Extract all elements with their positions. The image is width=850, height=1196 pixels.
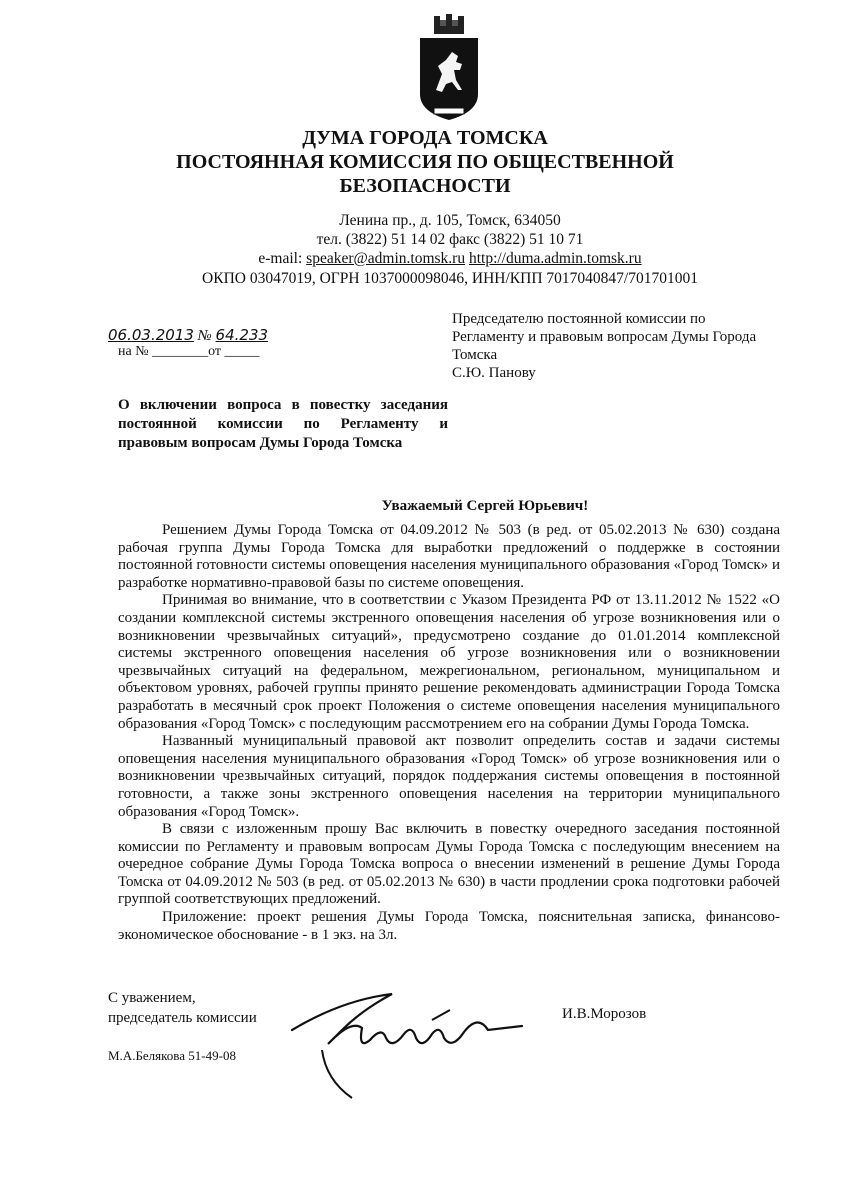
org-title: ДУМА ГОРОДА ТОМСКА xyxy=(302,127,548,149)
closing-block xyxy=(108,988,257,1028)
email-link[interactable]: speaker@admin.tomsk.ru xyxy=(306,250,466,267)
registration-codes: ОКПО 03047019, ОГРН 1037000098046, ИНН/КПП 7017040847/701701001 xyxy=(202,270,698,287)
email-line xyxy=(0,250,850,268)
coat-of-arms-emblem xyxy=(412,12,486,126)
recipient-line: Председателю постоянной комиссии по xyxy=(452,311,706,327)
body-paragraph: Принимая во внимание, что в соответствии с Указом Президента РФ от 13.11.2012 № 1522 «О создании комплексной системы экстренного оповещения населения об угрозе возникновения или о возникновении чрезвычайных ситуаций», предусмотрено создание до 01.01.2014 комплексной системы экстренного оповещения населения об угрозе возникновения или о возникновении чрезвычайных ситуаций на федеральном, межрегиональном, региональном, муниципальном и объектовом уровнях, рабочей группы принято решение рекомендовать администрации Города Томска разработать в месячный срок проект Положения о системе оповещения населения муниципального образования «Город Томск» с последующим рассмотрением его на собрании Думы Города Томска. xyxy=(118,592,780,732)
org-subtitle-cont: БЕЗОПАСНОСТИ xyxy=(339,175,511,197)
recipient-name: С.Ю. Панову xyxy=(452,365,536,381)
body-paragraph: Названный муниципальный правовой акт позволит определить состав и задачи системы оповещения населения муниципального образования «Город Томск» об угрозе возникновения или о возникновении чрезвычайных ситуаций, порядок поддержания системы оповещения в постоянной готовности, а также зоны экстренного оповещения населения на территории муниципального образования «Город Томск». xyxy=(118,733,780,820)
outgoing-number: 64.233 xyxy=(215,326,269,344)
executor-contact: М.А.Белякова 51-49-08 xyxy=(108,1048,236,1063)
greeting: Уважаемый Сергей Юрьевич! xyxy=(381,498,589,514)
postal-address: Ленина пр., д. 105, Томск, 634050 xyxy=(339,212,561,229)
outgoing-registration xyxy=(108,326,268,345)
body-paragraph: В связи с изложенным прошу Вас включить в повестку очередного заседания постоянной комиссии по Регламенту и правовым вопросам Думы Города Томска с последующим внесением на очередное собрание Думы Города Томска вопроса о внесении изменений в решение Думы Города Томска от 04.09.2012 № 503 (в ред. от 05.02.2013 № 630) в части продлении срока подготовки рабочей группой соответствующих предложений. xyxy=(118,821,780,908)
letter-body xyxy=(118,522,780,944)
letter-subject: О включении вопроса в повестку заседания постоянной комиссии по Регламенту и правовым вопросам Думы Города Томска xyxy=(118,397,448,451)
org-subtitle: ПОСТОЯННАЯ КОМИССИЯ ПО ОБЩЕСТВЕННОЙ xyxy=(176,151,674,173)
signer-name: И.В.Морозов xyxy=(562,1006,647,1022)
body-paragraph: Приложение: проект решения Думы Города Томска, пояснительная записка, финансово-экономическое обоснование - в 1 экз. на 3л. xyxy=(118,909,780,943)
email-label: e-mail: xyxy=(258,250,307,267)
recipient-block xyxy=(452,310,792,382)
website-link[interactable]: http://duma.admin.tomsk.ru xyxy=(468,250,642,267)
closing-phrase: С уважением, xyxy=(108,990,196,1006)
recipient-line: Томска xyxy=(452,347,498,363)
phone-fax: тел. (3822) 51 14 02 факс (3822) 51 10 71 xyxy=(316,231,584,248)
handwritten-signature xyxy=(282,980,542,1100)
reference-line: на № ________от _____ xyxy=(118,344,260,359)
outgoing-date: 06.03.2013 xyxy=(108,326,194,344)
recipient-line: Регламенту и правовым вопросам Думы Города xyxy=(452,329,757,345)
signer-position: председатель комиссии xyxy=(108,1010,257,1026)
number-sign: № xyxy=(197,328,212,344)
body-paragraph: Решением Думы Города Томска от 04.09.2012 № 503 (в ред. от 05.02.2013 № 630) создана рабочая группа Думы Города Томска для выработки предложений о поддержке в состоянии постоянной готовности системы оповещения населения муниципального образования «Город Томск» и разработке нормативно-правовой базы по системе оповещения. xyxy=(118,522,780,591)
